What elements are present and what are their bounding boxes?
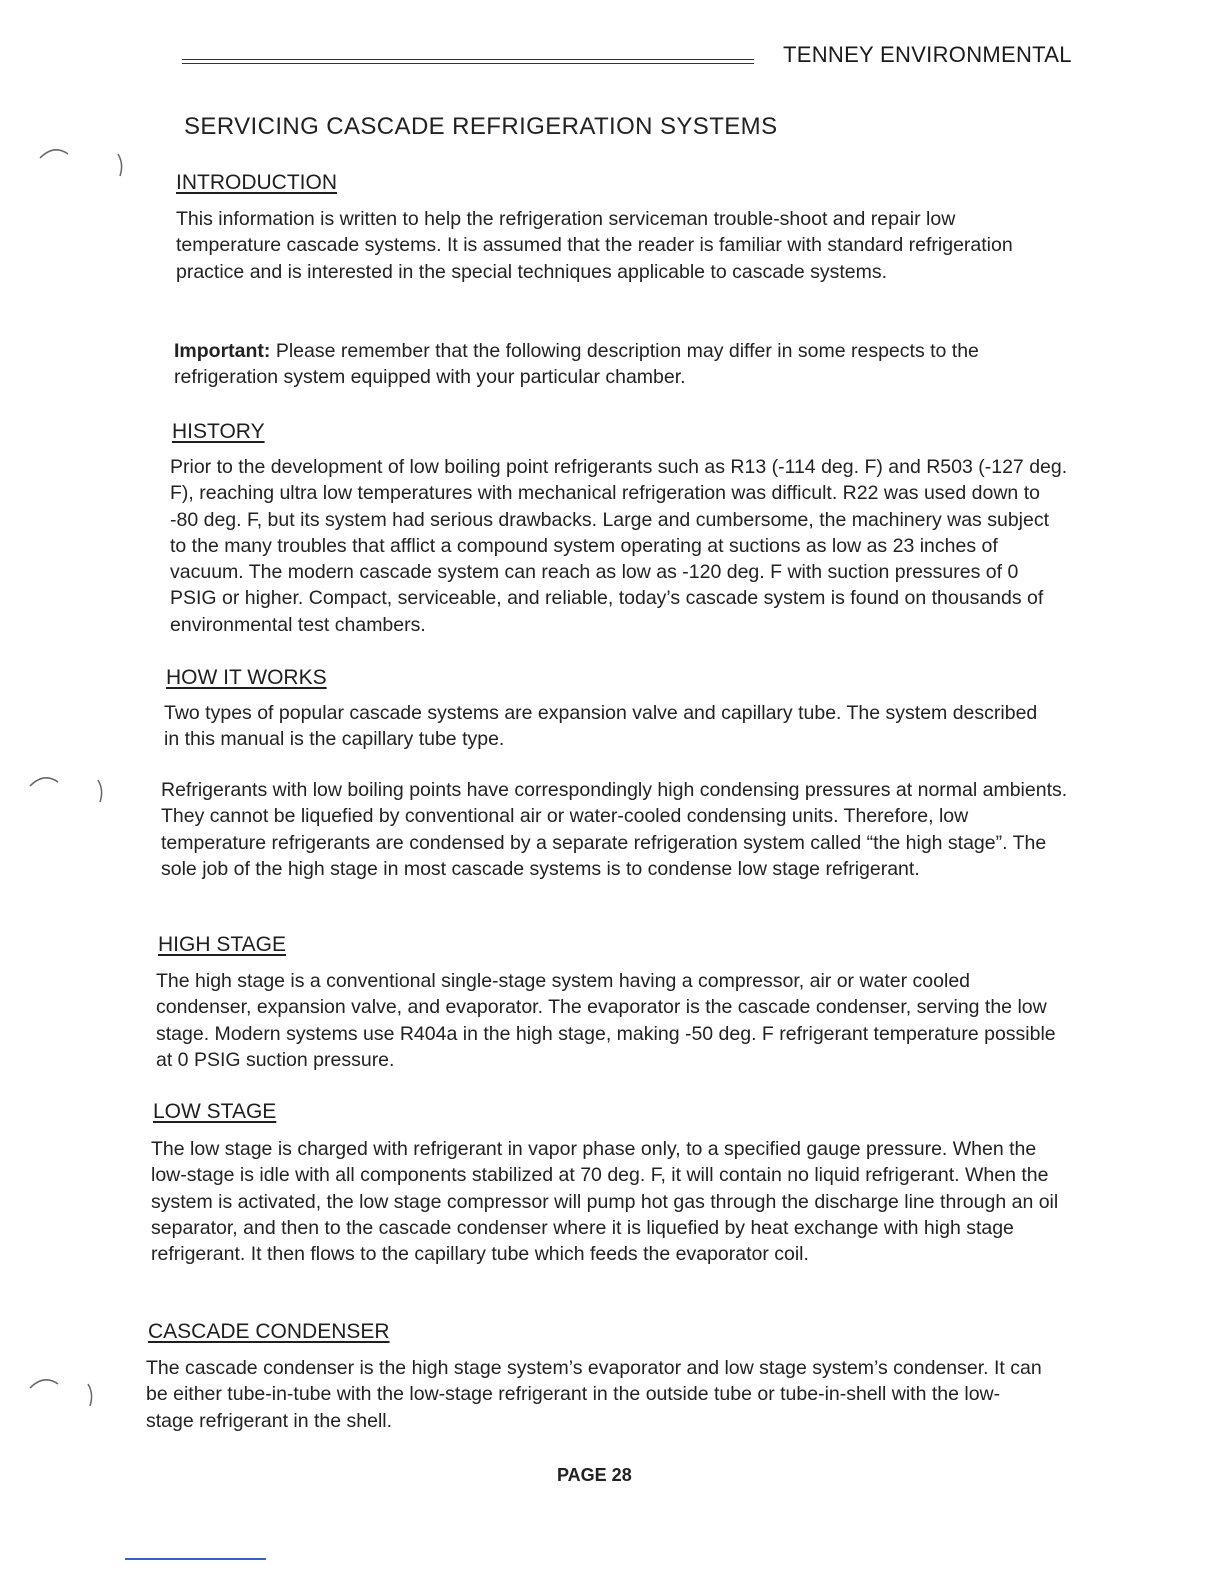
punch-hole-top-icon (32, 140, 124, 186)
how-it-works-paragraph-1: Two types of popular cascade systems are expansion valve and capillary tube. The system described in this manual is the capillary tube type. (164, 702, 1038, 751)
section-heading-introduction: INTRODUCTION (176, 171, 337, 194)
bottom-edge-line (125, 1558, 266, 1560)
section-heading-how-it-works: HOW IT WORKS (166, 666, 327, 689)
punch-hole-middle-icon (22, 768, 114, 814)
page-title: SERVICING CASCADE REFRIGERATION SYSTEMS (184, 113, 778, 140)
history-paragraph: Prior to the development of low boiling point refrigerants such as R13 (-114 deg. F) and R503 (-127 deg. F), reaching ultra low temperatures with mechanical refrigeration was difficult. R22 was used down to -80 deg. F, but its system had serious drawbacks. Large and cumbersome, the machinery was subject to the many troubles that afflict a compound system operating at suctions as low as 23 inches of vacuum. The modern cascade system can reach as low as -120 deg. F with suction pressures of 0 PSIG or higher. Compact, serviceable, and reliable, today’s cascade system is found on thousands of environmental test chambers. (170, 456, 1068, 636)
high-stage-paragraph: The high stage is a conventional single-stage system having a compressor, air or water cooled condenser, expansion valve, and evaporator. The evaporator is the cascade condenser, serving the low stage. Modern systems use R404a in the high stage, making -50 deg. F refrigerant temperature possible at 0 PSIG suction pressure. (156, 970, 1056, 1071)
low-stage-paragraph: The low stage is charged with refrigerant in vapor phase only, to a specified gauge pressure. When the low-stage is idle with all components stabilized at 70 deg. F, it will contain no liquid refrigerant. When the system is activated, the low stage compressor will pump hot gas through the discharge line through an oil separator, and then to the cascade condenser where it is liquefied by heat exchange with high stage refrigerant. It then flows to the capillary tube which feeds the evaporator coil. (151, 1138, 1059, 1266)
section-heading-history: HISTORY (172, 420, 265, 443)
section-heading-cascade-condenser: CASCADE CONDENSER (148, 1320, 390, 1343)
punch-hole-bottom-icon (22, 1368, 114, 1414)
cascade-condenser-paragraph: The cascade condenser is the high stage system’s evaporator and low stage system’s condenser. It can be either tube-in-tube with the low-stage refrigerant in the outside tube or tube-in-shell with the low-stage refrigerant in the shell. (146, 1357, 1042, 1432)
section-heading-low-stage: LOW STAGE (153, 1100, 277, 1123)
important-label: Important: (174, 340, 271, 362)
important-text: Please remember that the following description may differ in some respects to the refrigeration system equipped with your particular chamber. (174, 340, 979, 389)
introduction-paragraph: This information is written to help the refrigeration serviceman trouble-shoot and repair low temperature cascade systems. It is assumed that the reader is familiar with standard refrigeration practice and is interested in the special techniques applicable to cascade systems. (176, 208, 1013, 283)
header-rule (182, 59, 754, 64)
page-number: PAGE 28 (557, 1465, 632, 1485)
section-heading-high-stage: HIGH STAGE (158, 933, 286, 956)
important-note (174, 338, 1074, 391)
header-company: TENNEY ENVIRONMENTAL (783, 42, 1072, 67)
how-it-works-paragraph-2: Refrigerants with low boiling points have correspondingly high condensing pressures at normal ambients. They cannot be liquefied by conventional air or water-cooled condensing units. Therefore, low temperature refrigerants are condensed by a separate refrigeration system called “the high stage”. The sole job of the high stage in most cascade systems is to condense low stage refrigerant. (161, 779, 1068, 880)
